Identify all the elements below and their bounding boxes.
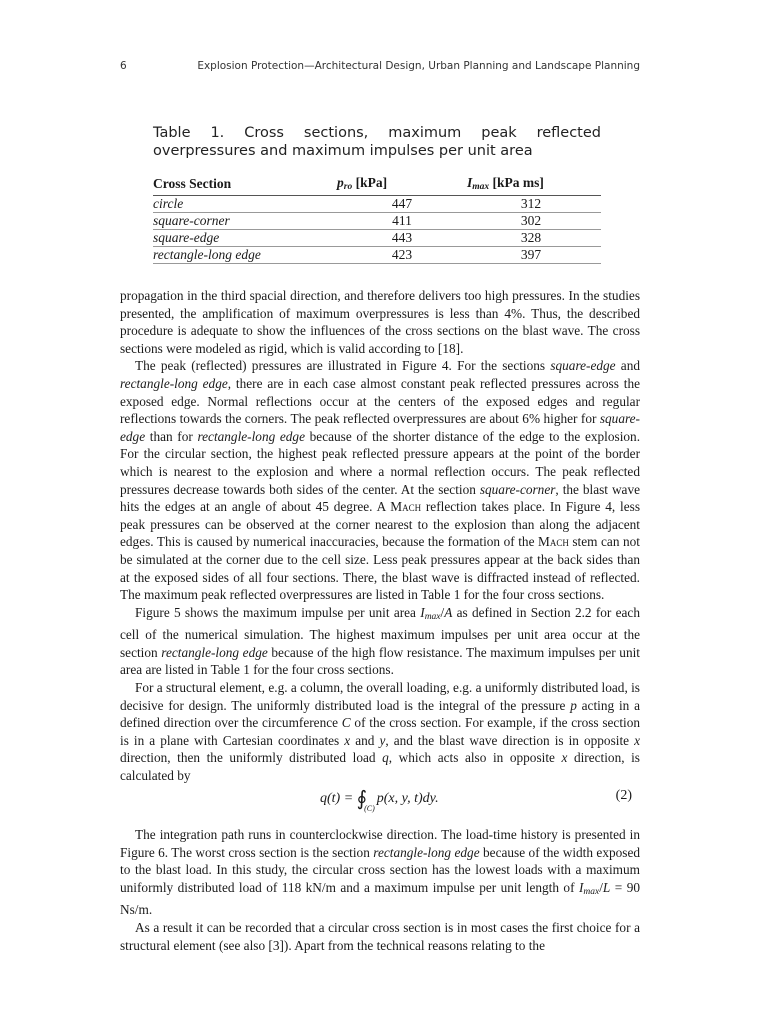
equation-2 xyxy=(120,784,640,814)
running-head xyxy=(120,60,640,76)
pressure-unit: [kPa] xyxy=(355,175,388,190)
table-row xyxy=(153,213,601,230)
impulse-subscript: max xyxy=(472,182,490,192)
paragraph-6: As a result it can be recorded that a circular cross section is in most cases the first choice for a structural element (see also [3]). Apart from the technical reasons relating to the xyxy=(120,919,640,953)
table-row xyxy=(153,247,601,264)
cell-section: square-corner xyxy=(153,213,337,230)
cell-section: rectangle-long edge xyxy=(153,247,337,264)
table-row xyxy=(153,230,601,247)
cell-section: circle xyxy=(153,196,337,213)
contour-integral-symbol: ∮ xyxy=(356,788,368,810)
header-impulse xyxy=(467,174,601,196)
paragraph-5: The integration path runs in counterclockwise direction. The load-time history is presented in Figure 6. The worst cross section is the section rectangle-long edge because of the width exposed to the blast load. In this study, the circular cross section has the lowest loads with a maximum uniformly distributed load of 118 kN/m and a maximum impulse per unit length of $I_{max}/L = 90$ Ns/m. xyxy=(120,827,641,918)
cell-pressure: 443 xyxy=(337,230,467,247)
table-header-row xyxy=(153,174,601,196)
cell-impulse: 312 xyxy=(467,196,601,213)
contour-label: (C) xyxy=(364,804,375,813)
table-row xyxy=(153,196,601,213)
page-number: 6 xyxy=(120,60,127,72)
cell-impulse: 302 xyxy=(467,213,601,230)
cell-impulse: 328 xyxy=(467,230,601,247)
cell-pressure: 411 xyxy=(337,213,467,230)
cell-section: square-edge xyxy=(153,230,337,247)
impulse-symbol: I xyxy=(467,175,473,190)
paragraph-4: For a structural element, e.g. a column, the overall loading, e.g. a uniformly distributed load, is decisive for design. The uniformly distributed load is the integral of the pressure p acting in a defined direction over the circumference C of the cross section. For example, if the cross section is in a plane with Cartesian coordinates x and y, and the blast wave direction is in opposite x direction, then the uniformly distributed load q, which acts also in opposite x direction, is calculated by xyxy=(120,680,641,784)
body-text-upper xyxy=(120,287,640,785)
cell-pressure: 447 xyxy=(337,196,467,213)
table-caption: Table 1. Cross sections, maximum peak reflected overpressures and maximum impulses per unit area xyxy=(153,125,601,159)
paragraph-1: propagation in the third spacial direction, and therefore delivers too high pressures. In the studies presented, the amplification of maximum overpressures is less than 4%. Thus, the described procedure is adequate to show the influences of the cross sections on the blast wave. The cross sections were modeled as rigid, which is valid according to [18]. xyxy=(120,288,640,356)
body-text-lower xyxy=(120,826,640,954)
cell-impulse: 397 xyxy=(467,247,601,264)
cell-pressure: 423 xyxy=(337,247,467,264)
paragraph-3: Figure 5 shows the maximum impulse per unit area $I_{max}/A$ as defined in Section 2.2 for each cell of the numerical simulation. The highest maximum impulses per unit area occur at the section rectangle-long edge because of the high flow resistance. The maximum impulses per unit area are listed in Table 1 for the four cross sections. xyxy=(120,604,640,678)
journal-title: Explosion Protection—Architectural Design, Urban Planning and Landscape Planning xyxy=(197,60,640,72)
pressure-subscript: ro xyxy=(343,182,353,192)
header-pressure xyxy=(337,174,467,196)
equation-number: (2) xyxy=(615,788,632,803)
header-cross-section: Cross Section xyxy=(153,174,337,196)
impulse-unit: [kPa ms] xyxy=(492,175,544,190)
pressure-symbol: p xyxy=(337,175,344,190)
paragraph-2: The peak (reflected) pressures are illustrated in Figure 4. For the sections square-edge and rectangle-long edge, there are in each case almost constant peak reflected pressures across the exposed edge. Normal reflections occur at the centers of the exposed edges and regular reflections towards the corners. The peak reflected overpressures are about 6% higher for square-edge than for rectangle-long edge because of the shorter distance of the edge to the explosion. For the circular section, the highest peak reflected pressure appears at the point of the border which is nearest to the explosion and where a normal reflection occurs. The peak reflected pressures decrease towards both sides of the center. At the section square-corner, the blast wave hits the edges at an angle of about 45 degree. A Mach reflection takes place. In Figure 4, less peak pressures can be observed at the corner nearest to the explosion than along the adjacent edges. This is caused by numerical inaccuracies, because the formation of the Mach stem can not be simulated at the corner due to the cell size. Less peak pressures appear at the back sides than at the exposed sides of all four sections. There, the blast wave is diffracted instead of reflected. The maximum peak reflected overpressures are listed in Table 1 for the four cross sections. xyxy=(120,358,641,603)
equation-body: $q(t) = ∮_{(C)}p(x$, y, t)dy. xyxy=(320,788,439,813)
data-table xyxy=(153,174,601,264)
